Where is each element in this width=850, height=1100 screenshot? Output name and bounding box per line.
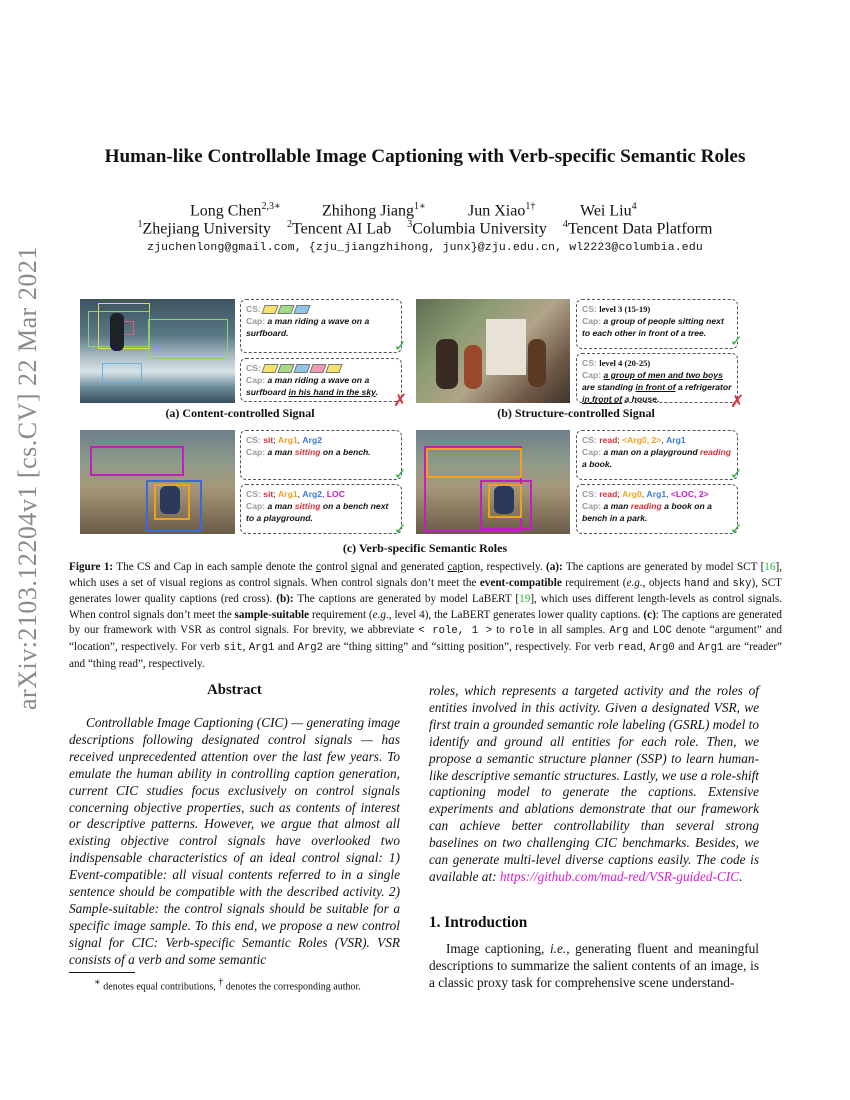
- region-chip: [294, 364, 311, 373]
- cs-box-c2: CS: sit; Arg1, Arg2, LOC Cap: a man sitting on a bench next to a playground.: [240, 484, 402, 534]
- region-box: [148, 319, 228, 359]
- check-icon: ✓: [394, 337, 407, 355]
- check-icon: ✓: [730, 332, 743, 350]
- check-icon: ✓: [394, 465, 407, 483]
- region-box: [426, 448, 522, 478]
- cross-icon: ✗: [393, 391, 408, 411]
- affiliations: $^1$Zhejiang University $^2$Tencent AI Lab $^3$Columbia University $^4$Tencent Data Platform: [137, 219, 713, 238]
- paper-title: Human-like Controllable Image Captioning with Verb-specific Semantic Roles: [104, 146, 746, 167]
- arxiv-stamp: arXiv:2103.12204v1 [cs.CV] 22 Mar 2021: [13, 246, 42, 710]
- man-figure: [160, 486, 180, 514]
- region-chip: [262, 364, 279, 373]
- cs-box-c4: CS: read; Arg0, Arg1, <LOC, 2> Cap: a man reading a book on a bench in a park.: [576, 484, 738, 534]
- footnote-rule: [69, 972, 135, 973]
- author-3: Jun Xiao$^{1\dagger}$: [468, 201, 536, 220]
- bench-photo-left: [80, 430, 235, 534]
- intro-heading: 1. Introduction: [429, 914, 528, 931]
- abstract-left-text: Controllable Image Captioning (CIC) — generating image descriptions following designated control signals — has received unprecedented attention over the last few years. To emulate the human ability in controlling caption generation, current CIC studies focus exclusively on control signals concerning objective properties, such as contents of interest or descriptive patterns. However, we argue that almost all existing objective control signals have overlooked two indispensable characteristics of an ideal control signal: 1) Event-compatible: all visual contents referred to in a single sentence should be compatible with the described activity. 2) Sample-suitable: the control signals should be suitable for a specific image sample. To this end, we propose a new control signal for CIC: Verb-specific Semantic Roles (VSR). VSR consists of a verb and some semantic: [69, 715, 400, 967]
- cross-icon: ✗: [730, 392, 745, 412]
- person-figure: [464, 345, 482, 389]
- footnote: ∗ denotes equal contributions, † denotes the corresponding author.: [94, 977, 361, 993]
- surfer-photo: [80, 299, 235, 403]
- intro-paragraph: Image captioning, i.e., generating fluent and meaningful descriptions to summarize the salient contents of an image, is a classic proxy task for comprehensive scene understand-: [429, 941, 759, 990]
- refrigerator: [486, 319, 526, 375]
- bench-photo-right: [416, 430, 570, 534]
- cs-box-b1: CS: level 3 (15-19) Cap: a group of people sitting next to each other in front of a tree.: [576, 299, 738, 349]
- check-icon: ✓: [730, 520, 743, 538]
- panel-c-label: (c) Verb-specific Semantic Roles: [342, 541, 508, 555]
- region-chip: [262, 305, 279, 314]
- region-box: [102, 363, 142, 383]
- author-1: Long Chen$^{2,3∗}$: [190, 201, 281, 220]
- cs-box-a2: CS: Cap: a man riding a wave on a surfboard in his hand in the sky.: [240, 358, 402, 402]
- check-icon: ✓: [730, 465, 743, 483]
- cs-box-b2: CS: level 4 (20-25) Cap: a group of men and two boys are standing in front of a refrigerator in front of a house.: [576, 353, 738, 403]
- region-chip: [278, 305, 295, 314]
- figure-caption: Figure 1: The CS and Cap in each sample denote the control signal and generated caption, respectively. (a): The captions are generated by model SCT [16], which uses a set of visual regions as control signals. When control signals don’t meet the event-compatible requirement (e.g., objects hand and sky), SCT generates lower quality captions (red cross). (b): The captions are generated by model LaBERT [19], which uses different length-levels as control signals. When control signals don’t meet the sample-suitable requirement (e.g., level 4), the LaBERT generates lower quality captions. (c): The captions are generated by our framework with VSR as control signals. For brevity, we abbreviate < role, 1 > to role in all samples. Arg and LOC denote “argument” and “location”, respectively. For verb sit, Arg1 and Arg2 are “thing sitting” and “sitting position”, respectively. For verb read, Arg0 and Arg1 are “reader” and “thing read”, respectively.: [69, 561, 783, 670]
- person-figure: [528, 339, 546, 387]
- cs-box-c1: CS: sit; Arg1, Arg2 Cap: a man sitting on a bench.: [240, 430, 402, 480]
- author-4: Wei Liu$^4$: [580, 201, 637, 220]
- abstract-right-text: roles, which represents a targeted activity and the roles of entities involved in this activity. Given a designated VSR, we first train a grounded semantic role labeling (GSRL) model to identify and ground all entities for each role. Then, we propose a semantic structure planner (SSP) to learn human-like descriptive semantic structures. Lastly, we use a role-shift captioning model to generate the captions. Extensive experiments and ablations demonstrate that our framework can achieve better controllability than several strong baselines on two challenging CIC benchmarks. Besides, we can generate multi-level diverse captions easily. The code is available at: https://github.com/mad-red/VSR-guided-CIC.: [429, 683, 759, 884]
- check-icon: ✓: [394, 520, 407, 538]
- region-chip: [278, 364, 295, 373]
- man-figure: [494, 486, 514, 514]
- region-chip: [294, 305, 311, 314]
- author-emails: zjuchenlong@gmail.com, {zju_jiangzhihong, junx}@zju.edu.cn, wl2223@columbia.edu: [147, 242, 703, 254]
- region-chip: [326, 364, 343, 373]
- code-link[interactable]: https://github.com/mad-red/VSR-guided-CIC: [499, 868, 740, 884]
- abstract-heading: Abstract: [207, 682, 262, 698]
- person-figure: [436, 339, 458, 389]
- author-2: Zhihong Jiang$^{1∗}$: [322, 201, 426, 220]
- cs-box-c3: CS: read; <Arg0, 2>, Arg1 Cap: a man on a playground reading a book.: [576, 430, 738, 480]
- panel-a-label: (a) Content-controlled Signal: [165, 406, 315, 420]
- cs-box-a1: CS: Cap: a man riding a wave on a surfboard.: [240, 299, 402, 353]
- region-chip: [310, 364, 327, 373]
- region-box: [90, 446, 184, 476]
- group-photo: [416, 299, 570, 403]
- panel-b-label: (b) Structure-controlled Signal: [497, 406, 655, 420]
- surfer-figure: [110, 313, 124, 351]
